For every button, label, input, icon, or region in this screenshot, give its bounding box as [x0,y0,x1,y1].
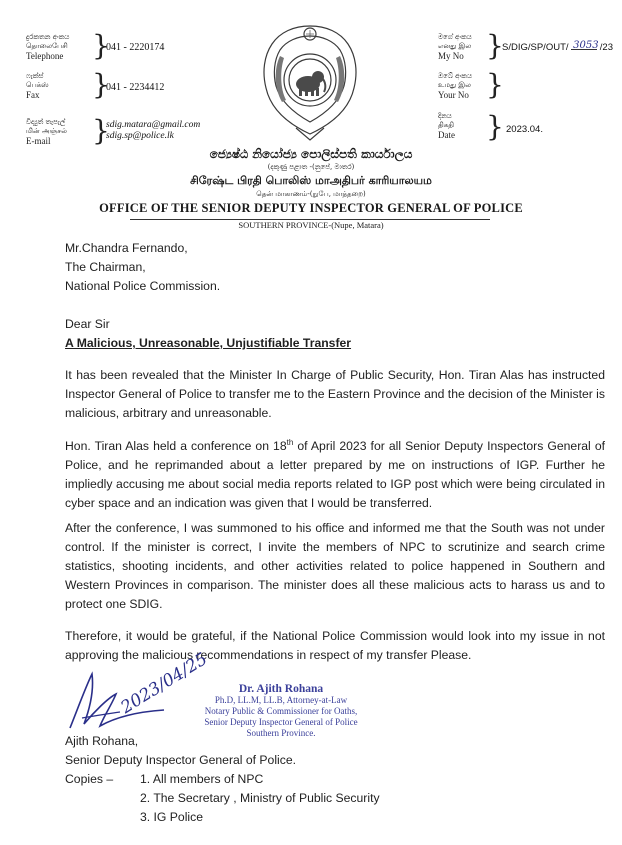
email-brace: } [92,114,110,147]
fax-label-ta: பெக்ஸ் [26,81,49,89]
date-brace: } [486,110,504,143]
my-no-label-ta: எனது இல [438,42,472,50]
paragraph-1: It has been revealed that the Minister In Charge of Public Security, Hon. Tiran Alas has instructed Inspector General of Police to transfer me to the Eastern Province and the decision of the Minister is malicious, arbitrary and unreasonable. [65,368,605,420]
fax-value: 041 - 2234412 [106,82,165,93]
my-no-suffix: /23 [599,42,614,53]
date-label-en: Date [438,130,455,140]
office-sub-si: (දකුණු පළාත -(නුපේ, මාතර) [267,163,355,171]
my-no-value [502,42,613,53]
office-heading [0,147,622,216]
police-emblem-icon [256,22,364,144]
my-no-blank [571,40,599,51]
official-stamp [176,684,386,739]
your-no-label-si: ඔබේ අංකය [438,72,472,80]
office-name-si: ජ්‍යෙෂ්ඨ නියෝජ්‍ය පොලිස්පති කාර්යාලය [209,147,413,161]
email-label-ta: மின் அஞ்சல் [26,127,67,135]
subject-line: A Malicious, Unreasonable, Unjustifiable Transfer [65,336,352,350]
salutation: Dear Sir [65,317,110,331]
telephone-label-ta: தொலைபேசி [26,42,68,50]
recipient-line-3: National Police Commission. [65,279,221,293]
my-no-handwritten: 3053 [573,40,599,51]
your-no-label-block [438,72,472,100]
office-sub-ta: தென் மாகாணம்-(நுபே, மாத்தறை) [256,190,366,198]
stamp-line-2: Notary Public & Commissioner for Oaths, [204,706,358,716]
email-value-1: sdig.matara@gmail.com [106,120,201,130]
date-value: 2023.04. [506,124,543,135]
signatory-title: Senior Deputy Inspector General of Police. [65,753,297,767]
police-emblem [256,22,364,144]
your-no-label-en: Your No [438,90,469,100]
my-no-brace: } [486,29,504,62]
stamp-name: Dr. Ajith Rohana [238,683,324,695]
office-name-en: OFFICE OF THE SENIOR DEPUTY INSPECTOR GENERAL OF POLICE [99,201,523,215]
stamp-line-1: Ph.D, LL.M, LL.B, Attorney-at-Law [214,695,348,705]
email-value-2: sdig.sp@police.lk [106,131,174,141]
recipient-line-1: Mr.Chandra Fernando, [65,241,188,255]
recipient-line-2: The Chairman, [65,260,146,274]
signatory-name: Ajith Rohana, [65,734,139,748]
fax-label-en: Fax [26,90,40,100]
your-no-label-ta: உமது இல [438,81,471,89]
email-label-block [26,118,67,146]
date-label-ta: திகதி [438,121,454,129]
my-no-label-si: මගේ අංකය [438,33,472,41]
paragraph-2-end: of April 2023 for all Senior Deputy Inspectors General of Police, and he reprimanded about a letter prepared by me on instructions of IGP. Further he impliedly accusing me about social media reports related to IGP post which were being circulated in cyber space and an indication was given that I would be transferred. [65,439,605,511]
paragraph-2 [65,433,605,513]
copies-list [140,770,380,827]
office-sub-en: SOUTHERN PROVINCE-(Nupe, Matara) [238,220,384,230]
paragraph-2-sup: th [286,438,294,447]
my-no-label-block [438,33,472,61]
date-label-block [438,112,455,140]
copies-label: Copies – [65,772,114,786]
recipient-address [65,239,220,296]
telephone-label-block [26,33,69,61]
email-label-si: විද්‍යුත් තැපැල් [26,118,66,126]
signatory-block [65,732,296,770]
telephone-brace: } [92,29,110,62]
my-no-label-en: My No [438,51,464,61]
copies-item: 3. IG Police [140,810,203,824]
fax-label-block [26,72,49,100]
stamp-line-4: Southern Province. [246,728,316,738]
telephone-label-en: Telephone [26,51,64,61]
telephone-label-si: දුරකතන අංකය [26,33,70,41]
stamp-line-3: Senior Deputy Inspector General of Police [204,717,358,727]
office-name-ta: சிரேஷ்ட பிரதி பொலிஸ் மாஅதிபர் காரியாலயம [190,174,432,187]
your-no-brace: } [486,68,504,101]
paragraph-4: Therefore, it would be grateful, if the National Police Commission would look into my issue in not approving the malicious recommendations in respect of my transfer Please. [65,629,605,662]
date-label-si: දිනය [438,112,452,120]
telephone-value: 041 - 2220174 [106,42,165,53]
copies-item: 1. All members of NPC [140,772,264,786]
copies-item: 2. The Secretary , Ministry of Public Security [140,791,380,805]
fax-label-si: ෆැක්ස් [26,72,44,80]
email-label-en: E-mail [26,136,51,146]
paragraph-2-start: Hon. Tiran Alas held a conference on 18 [65,439,287,454]
fax-brace: } [92,68,110,101]
signature-date-handwritten: 2023/04/25 [117,649,212,718]
my-no-prefix: S/DIG/SP/OUT/ [502,42,569,53]
paragraph-3: After the conference, I was summoned to his office and informed me that the South was not under control. If the minister is correct, I invite the members of NPC to scrutinize and search crime statistics, shooting incidents, and other activities related to police happened in Southern and Western Provinces in comparison. The minister does all these malicious acts to harass us and to protect one SDIG. [65,521,605,611]
email-values [106,120,200,142]
